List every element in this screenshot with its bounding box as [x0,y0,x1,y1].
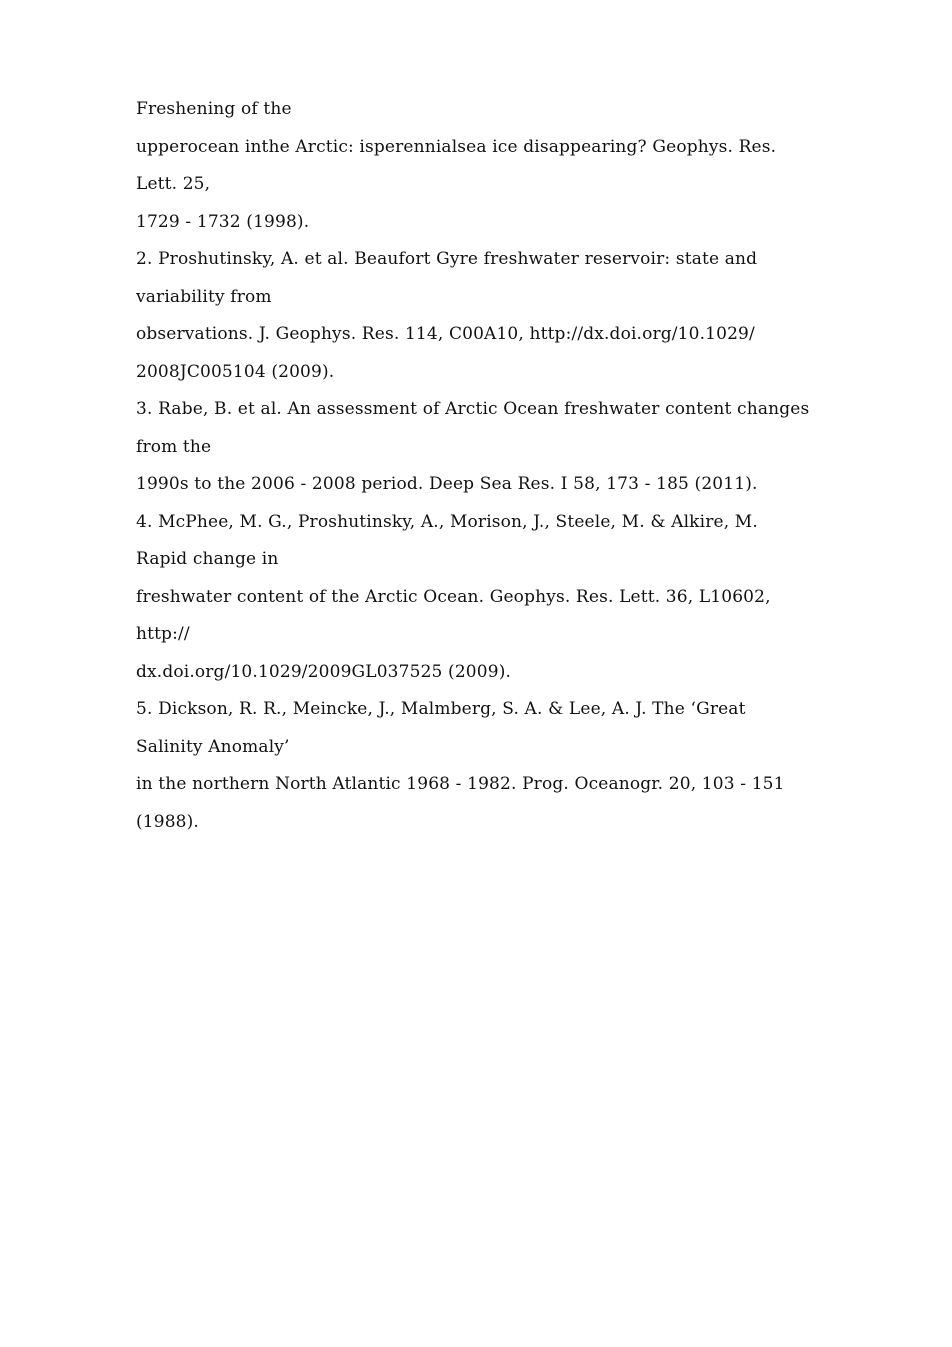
reference-line: (1988). [136,811,199,832]
reference-line: Freshening of the [136,99,292,119]
reference-line: freshwater content of the Arctic Ocean. Geophys. Res. Lett. 36, L10602, [136,586,771,607]
reference-line: 5. Dickson, R. R., Meincke, J., Malmberg, S. A. & Lee, A. J. The ‘Great [136,699,746,719]
reference-line: upperocean inthe Arctic: isperennialsea ice disappearing? Geophys. Res. [136,136,777,157]
reference-list [136,91,822,841]
reference-line: from the [136,436,212,457]
reference-line: observations. J. Geophys. Res. 114, C00A10, http://dx.doi.org/10.1029/ [136,324,755,344]
reference-line: variability from [136,286,272,307]
reference-line: 1990s to the 2006 - 2008 period. Deep Sea Res. I 58, 173 - 185 (2011). [136,474,758,494]
reference-line: 3. Rabe, B. et al. An assessment of Arctic Ocean freshwater content changes [136,399,810,419]
reference-line: Salinity Anomaly’ [136,736,290,757]
reference-line: Lett. 25, [136,174,211,194]
reference-line: 1729 - 1732 (1998). [136,211,310,232]
reference-line: Rapid change in [136,549,279,569]
reference-line: 4. McPhee, M. G., Proshutinsky, A., Morison, J., Steele, M. & Alkire, M. [136,511,758,532]
reference-line: 2. Proshutinsky, A. et al. Beaufort Gyre freshwater reservoir: state and [136,249,758,269]
reference-line: in the northern North Atlantic 1968 - 1982. Prog. Oceanogr. 20, 103 - 151 [136,774,785,794]
reference-line: 2008JC005104 (2009). [136,361,335,382]
reference-line: dx.doi.org/10.1029/2009GL037525 (2009). [136,661,512,682]
reference-line: http:// [136,624,190,644]
